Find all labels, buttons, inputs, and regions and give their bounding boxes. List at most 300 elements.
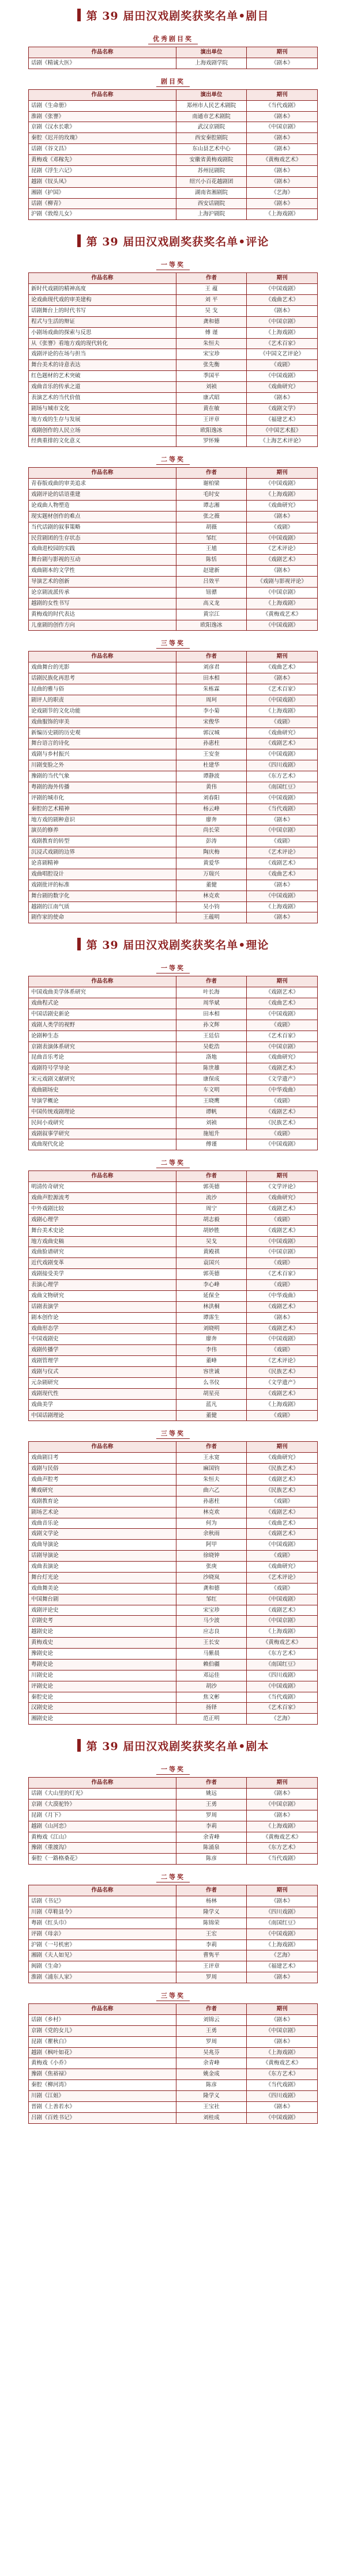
table-cell: 《民族艺术》	[247, 1117, 318, 1128]
table-cell: 上海沪剧院	[176, 209, 247, 220]
table-row	[29, 1572, 318, 1583]
table-cell: 《戏剧艺术》	[247, 1507, 318, 1518]
section-title-row	[0, 1734, 346, 1757]
table-cell: 湘剧《夫人如见》	[29, 1950, 176, 1961]
table-cell: 李伟	[176, 1345, 247, 1356]
table-cell: 戏曲舞台的光影	[29, 662, 176, 673]
table-cell: 粤剧史论	[29, 1659, 176, 1670]
table-cell: 剧场与城市文化	[29, 403, 176, 414]
table-row	[29, 1907, 318, 1918]
table-cell: 赖伯疆	[176, 1659, 247, 1670]
table-cell: 黄殿祺	[176, 1247, 247, 1258]
table-cell: 沪剧《一号机密》	[29, 1939, 176, 1950]
table-cell: 戏曲剧本的文学性	[29, 566, 176, 577]
table-cell: 《剧本》	[247, 392, 318, 403]
table-cell: 郑州市人民艺术剧院	[176, 100, 247, 111]
table-cell: 谭志湘	[176, 500, 247, 511]
column-header: 作者	[176, 651, 247, 662]
table-cell: 《上海戏剧》	[247, 490, 318, 501]
table-cell: 《剧本》	[247, 566, 318, 577]
table-cell: 马少波	[176, 1616, 247, 1627]
table-cell: 《上海戏剧》	[247, 1627, 318, 1638]
table-row	[29, 1703, 318, 1714]
table-cell: 《中国戏剧》	[247, 371, 318, 382]
table-row	[29, 620, 318, 631]
table-row	[29, 284, 318, 295]
table-cell: 张庚	[176, 1562, 247, 1573]
section-gap	[0, 923, 346, 929]
table-cell: 评剧史论	[29, 1681, 176, 1692]
table-cell: 《艺术评论》	[247, 1572, 318, 1583]
table-cell: 昆剧《瞿秋白》	[29, 2036, 176, 2047]
table-cell: 《戏剧》	[247, 1128, 318, 1139]
table-row	[29, 1616, 318, 1627]
section-title: 第 39 届田汉戏剧奖获奖名单•理论	[86, 938, 269, 952]
table-cell: 剧作家的使命	[29, 912, 176, 923]
column-header: 作品名称	[29, 651, 176, 662]
table-row	[29, 1301, 318, 1312]
table-cell: 《艺术评论》	[247, 544, 318, 555]
table-cell: 刘彦君	[176, 662, 247, 673]
table-row	[29, 2080, 318, 2091]
table-cell: 戏剧教育的转型	[29, 836, 176, 847]
table-row	[29, 847, 318, 858]
table-row	[29, 1583, 318, 1594]
table-cell: 朱恒夫	[176, 1475, 247, 1486]
table-cell: 戏剧叙事学研究	[29, 1128, 176, 1139]
table-cell: 《中国京剧》	[247, 1616, 318, 1627]
table-cell: 欧阳逸冰	[176, 425, 247, 436]
award-group	[0, 1763, 346, 1775]
table-cell: 《黄梅戏艺术》	[247, 1832, 318, 1843]
table-cell: 戏曲声腔考	[29, 1475, 176, 1486]
table-cell: 舞台剧的数字化	[29, 891, 176, 901]
table-cell: 《中国戏剧》	[247, 695, 318, 706]
table-row	[29, 2058, 318, 2069]
table-row	[29, 544, 318, 555]
award-table	[28, 272, 318, 447]
table-cell: 吴戈	[176, 1236, 247, 1247]
table-cell: 民营剧团的生存状态	[29, 533, 176, 544]
table-cell: 罗周	[176, 2036, 247, 2047]
table-row	[29, 836, 318, 847]
table-cell: 延保全	[176, 1290, 247, 1301]
table-cell: 《剧本》	[247, 2101, 318, 2112]
table-row	[29, 1681, 318, 1692]
table-cell: 元杂剧研究	[29, 1377, 176, 1388]
table-cell: 《中国戏剧》	[247, 1681, 318, 1692]
table-cell: 《中国艺术报》	[247, 425, 318, 436]
table-row	[29, 2069, 318, 2080]
table-cell: 万瑞兴	[176, 869, 247, 880]
table-row	[29, 209, 318, 220]
award-table	[28, 976, 318, 1150]
table-cell: 林克欢	[176, 891, 247, 901]
table-row	[29, 1464, 318, 1475]
table-cell: 《上海戏剧》	[247, 1821, 318, 1832]
table-cell: 《中国戏剧》	[247, 620, 318, 631]
table-cell: 隆学义	[176, 1907, 247, 1918]
award-group-label: 优秀剧目奖	[148, 34, 198, 44]
table-row	[29, 662, 318, 673]
table-row	[29, 425, 318, 436]
award-group-label: 一等奖	[156, 1764, 190, 1775]
table-cell: 《福建艺术》	[247, 414, 318, 425]
table-cell: 《剧本》	[247, 133, 318, 144]
header-row	[29, 468, 318, 479]
table-cell: 姚远	[176, 1789, 247, 1800]
table-cell: 《中国京剧》	[247, 1247, 318, 1258]
table-cell: 《艺术评论》	[247, 1356, 318, 1367]
table-cell: 话剧《大山里的灯光》	[29, 1789, 176, 1800]
table-cell: 《戏剧》	[247, 1551, 318, 1562]
table-cell: 《剧本》	[247, 165, 318, 176]
table-cell: 胡薇	[176, 522, 247, 533]
table-row	[29, 1247, 318, 1258]
table-cell: 郭汉城	[176, 728, 247, 738]
table-cell: 《戏剧艺术》	[247, 738, 318, 749]
table-cell: 吕剧《百姓书记》	[29, 2112, 176, 2123]
table-cell: 《中国戏剧》	[247, 533, 318, 544]
table-cell: 王晓鹰	[176, 1096, 247, 1107]
table-row	[29, 1551, 318, 1562]
table-cell: 《戏剧艺术》	[247, 1475, 318, 1486]
table-row	[29, 2036, 318, 2047]
table-row	[29, 305, 318, 316]
table-cell: 王宝社	[176, 2101, 247, 2112]
table-row	[29, 998, 318, 1009]
table-cell: 《剧本》	[247, 1789, 318, 1800]
table-row	[29, 912, 318, 923]
table-cell: 《民族艺术》	[247, 1485, 318, 1496]
table-cell: 郭英德	[176, 1182, 247, 1193]
table-cell: 舞台语言的诗化	[29, 738, 176, 749]
table-row	[29, 1627, 318, 1638]
table-cell: 陈彦	[176, 2080, 247, 2091]
table-cell: 胡沙	[176, 1681, 247, 1692]
table-row	[29, 1670, 318, 1681]
table-cell: 话剧《书记》	[29, 1896, 176, 1907]
table-cell: 傅谨	[176, 1139, 247, 1150]
table-cell: 昆剧《月下》	[29, 1810, 176, 1821]
table-cell: 导演艺术的创新	[29, 577, 176, 588]
table-cell: 《上海戏剧》	[247, 327, 318, 338]
table-row	[29, 511, 318, 522]
table-cell: 京剧史考	[29, 1616, 176, 1627]
table-row	[29, 673, 318, 684]
table-cell: 《戏剧》	[247, 1583, 318, 1594]
award-group-label: 三等奖	[156, 1429, 190, 1439]
table-cell: 《剧本》	[247, 305, 318, 316]
table-cell: 青春版戏曲的审美追求	[29, 479, 176, 490]
table-cell: 论剧种生态	[29, 1031, 176, 1041]
column-header: 作品名称	[29, 976, 176, 987]
section-title: 第 39 届田汉戏剧奖获奖名单•剧目	[86, 9, 269, 22]
table-cell: 周华斌	[176, 998, 247, 1009]
table-cell: 《戏曲研究》	[247, 1453, 318, 1464]
table-cell: 沙晓岚	[176, 1572, 247, 1583]
award-group	[0, 75, 346, 87]
table-cell: 《中国文艺评论》	[247, 349, 318, 360]
table-row	[29, 738, 318, 749]
table-cell: 《文学遗产》	[247, 1074, 318, 1085]
title-bar	[77, 1739, 81, 1752]
table-cell: 《戏剧与影视评论》	[247, 577, 318, 588]
table-row	[29, 566, 318, 577]
section	[0, 3, 346, 220]
table-cell: 《戏剧艺术》	[247, 1107, 318, 1117]
award-group	[0, 1427, 346, 1439]
table-cell: 戏剧与民俗	[29, 1464, 176, 1475]
table-cell: 京剧表演体系研究	[29, 1041, 176, 1052]
header-row	[29, 1885, 318, 1896]
table-cell: 《戏剧艺术》	[247, 1301, 318, 1312]
title-bar	[77, 234, 81, 247]
table-cell: 王勇	[176, 1799, 247, 1810]
table-cell: 《中国戏剧》	[247, 1334, 318, 1345]
table-cell: 戏曲舞美论	[29, 1583, 176, 1594]
table-row	[29, 728, 318, 738]
table-cell: 宋宝珍	[176, 349, 247, 360]
table-cell: 戏曲声腔源流考	[29, 1193, 176, 1204]
table-cell: 朱恒夫	[176, 338, 247, 349]
table-cell: 田本相	[176, 673, 247, 684]
table-cell: 《剧本》	[247, 815, 318, 825]
table-cell: 《戏曲研究》	[247, 382, 318, 393]
table-row	[29, 684, 318, 695]
table-cell: 《戏剧艺术》	[247, 1203, 318, 1214]
table-row	[29, 327, 318, 338]
table-cell: 戏剧传播学	[29, 1345, 176, 1356]
table-cell: 吴乾浩	[176, 1041, 247, 1052]
table-cell: 尚长荣	[176, 825, 247, 836]
table-row	[29, 1939, 318, 1950]
table-cell: 昆曲音乐考论	[29, 1052, 176, 1063]
table-row	[29, 1280, 318, 1291]
table-cell: 《中国京剧》	[247, 825, 318, 836]
table-cell: 《戏曲艺术》	[247, 869, 318, 880]
table-cell: 戏曲导演论	[29, 1540, 176, 1551]
table-cell: 汉剧史论	[29, 1703, 176, 1714]
table-cell: 《戏剧》	[247, 1496, 318, 1507]
award-table	[28, 47, 318, 69]
table-cell: 论戏曲人物塑造	[29, 500, 176, 511]
table-cell: 豫剧《重渡沟》	[29, 1843, 176, 1854]
table-cell: 昆剧《浮生六记》	[29, 165, 176, 176]
table-cell: 胡星亮	[176, 1388, 247, 1399]
table-cell: 戏曲程式论	[29, 998, 176, 1009]
table-cell: 吴兆芬	[176, 2047, 247, 2058]
table-cell: 《中国戏剧》	[247, 1236, 318, 1247]
table-cell: 《戏剧》	[247, 717, 318, 728]
table-cell: 罗周	[176, 1810, 247, 1821]
table-row	[29, 1290, 318, 1301]
table-cell: 话剧《生命册》	[29, 100, 176, 111]
table-cell: 孙惠柱	[176, 1496, 247, 1507]
table-cell: 何为	[176, 1518, 247, 1529]
table-cell: 《中国戏剧》	[247, 793, 318, 804]
table-row	[29, 198, 318, 209]
table-row	[29, 869, 318, 880]
column-header: 作者	[176, 1442, 247, 1453]
table-row	[29, 1453, 318, 1464]
column-header: 期刊	[247, 976, 318, 987]
table-cell: 《中国戏剧》	[247, 1540, 318, 1551]
table-cell: 川剧变脸之外	[29, 760, 176, 771]
table-cell: 《福建艺术》	[247, 1961, 318, 1972]
table-cell: 傅 谨	[176, 327, 247, 338]
award-group-label: 剧目奖	[156, 77, 190, 87]
table-cell: 《当代戏剧》	[247, 1692, 318, 1703]
table-row	[29, 1832, 318, 1843]
table-cell: 隆学义	[176, 2091, 247, 2102]
table-row	[29, 392, 318, 403]
table-cell: 《文学评论》	[247, 1182, 318, 1193]
column-header: 作者	[176, 976, 247, 987]
column-header: 期刊	[247, 2004, 318, 2015]
column-header: 期刊	[247, 1171, 318, 1182]
header-row	[29, 976, 318, 987]
table-cell: 当代话剧的叙事策略	[29, 522, 176, 533]
table-cell: 《戏曲艺术》	[247, 662, 318, 673]
table-cell: 孙文辉	[176, 1020, 247, 1031]
table-cell: 《剧本》	[247, 1896, 318, 1907]
table-cell: 王馗	[176, 544, 247, 555]
table-row	[29, 782, 318, 793]
table-cell: 戏曲形态学	[29, 1323, 176, 1334]
table-row	[29, 1529, 318, 1540]
column-header: 作品名称	[29, 1778, 176, 1789]
table-cell: 王勇	[176, 2025, 247, 2036]
table-row	[29, 1843, 318, 1854]
award-table	[28, 1170, 318, 1421]
header-row	[29, 47, 318, 58]
table-cell: 越剧的江南气质	[29, 901, 176, 912]
table-cell: 容世诚	[176, 1367, 247, 1378]
column-header: 期刊	[247, 89, 318, 100]
table-cell: 剧评人的职责	[29, 695, 176, 706]
table-cell: 《剧本》	[247, 2036, 318, 2047]
table-cell: 《戏剧艺术》	[247, 1323, 318, 1334]
table-cell: 《民族艺术》	[247, 1464, 318, 1475]
table-cell: 《上海戏剧》	[247, 901, 318, 912]
table-cell: 廖奔	[176, 1334, 247, 1345]
table-cell: 傩戏研究	[29, 1485, 176, 1496]
table-cell: 小剧场戏曲的探索与反思	[29, 327, 176, 338]
table-cell: 导演学概论	[29, 1096, 176, 1107]
title-bar	[77, 938, 81, 950]
table-cell: 《中国京剧》	[247, 122, 318, 133]
table-row	[29, 749, 318, 760]
table-cell: 地方戏的剧种意识	[29, 815, 176, 825]
table-cell: 《戏曲艺术》	[247, 295, 318, 306]
table-cell: 《上海艺术评论》	[247, 436, 318, 447]
table-cell: 邹红	[176, 1594, 247, 1605]
table-cell: 戏剧人类学的视野	[29, 1020, 176, 1031]
table-cell: 《戏剧艺术》	[247, 987, 318, 998]
table-cell: 余青峰	[176, 1832, 247, 1843]
table-cell: 《当代戏剧》	[247, 100, 318, 111]
award-table	[28, 2003, 318, 2124]
section-title-row	[0, 3, 346, 26]
table-cell: 《艺术评论》	[247, 847, 318, 858]
table-row	[29, 1334, 318, 1345]
table-cell: 《戏剧艺术》	[247, 858, 318, 869]
table-cell: 《剧本》	[247, 176, 318, 187]
section-gap	[0, 1725, 346, 1730]
table-row	[29, 1085, 318, 1096]
table-cell: 《上海戏剧》	[247, 2047, 318, 2058]
table-cell: 《四川戏剧》	[247, 2091, 318, 2102]
table-cell: 余秋雨	[176, 1529, 247, 1540]
table-row	[29, 1950, 318, 1961]
table-row	[29, 577, 318, 588]
table-cell: 陈彦	[176, 1854, 247, 1865]
table-cell: 杨云峰	[176, 804, 247, 815]
table-cell: 周珂	[176, 695, 247, 706]
table-row	[29, 1929, 318, 1939]
column-header: 期刊	[247, 273, 318, 284]
table-cell: 演员的修养	[29, 825, 176, 836]
table-cell: 郭英德	[176, 1269, 247, 1280]
table-row	[29, 1918, 318, 1929]
table-cell: 焦文彬	[176, 1692, 247, 1703]
table-cell: 话剧导演论	[29, 1551, 176, 1562]
table-row	[29, 490, 318, 501]
table-cell: 龚和德	[176, 1583, 247, 1594]
table-cell: 戏剧评论史	[29, 1605, 176, 1616]
table-cell: 吴 戈	[176, 305, 247, 316]
table-cell: 蓝凡	[176, 1399, 247, 1410]
table-row	[29, 1638, 318, 1649]
table-cell: 《东方艺术》	[247, 1843, 318, 1854]
table-cell: 谭静波	[176, 771, 247, 782]
table-cell: 黄梅戏《邓稼先》	[29, 155, 176, 166]
page	[0, 3, 346, 2124]
column-header: 作者	[176, 468, 247, 479]
header-row	[29, 1778, 318, 1789]
column-header: 作品名称	[29, 273, 176, 284]
table-cell: 《黄梅戏艺术》	[247, 1638, 318, 1649]
column-header: 作品名称	[29, 47, 176, 58]
table-cell: 黄在敏	[176, 403, 247, 414]
table-cell: 袁国兴	[176, 1258, 247, 1269]
table-row	[29, 1605, 318, 1616]
table-cell: 胡志毅	[176, 1214, 247, 1225]
table-row	[29, 760, 318, 771]
table-cell: 秦腔《柳河湾》	[29, 2080, 176, 2091]
title-bar	[77, 9, 81, 21]
table-cell: 《上海戏剧》	[247, 209, 318, 220]
table-cell: 戏曲脸谱研究	[29, 1247, 176, 1258]
table-cell: 《东方艺术》	[247, 2069, 318, 2080]
table-cell: 粤剧的海外传播	[29, 782, 176, 793]
table-row	[29, 1052, 318, 1063]
table-cell: 董健	[176, 880, 247, 891]
table-cell: 杨林	[176, 1896, 247, 1907]
table-row	[29, 1020, 318, 1031]
table-cell: 《剧本》	[247, 1972, 318, 1983]
table-cell: 黄伟	[176, 782, 247, 793]
award-group-label: 二等奖	[156, 1872, 190, 1882]
table-cell: 《剧本》	[247, 673, 318, 684]
table-cell: 苏州昆剧院	[176, 165, 247, 176]
table-cell: 戏曲服饰的审美	[29, 717, 176, 728]
table-cell: 扬铎	[176, 1703, 247, 1714]
table-row	[29, 1096, 318, 1107]
table-cell: 戏剧创作的人民立场	[29, 425, 176, 436]
table-cell: 谭霈生	[176, 1312, 247, 1323]
